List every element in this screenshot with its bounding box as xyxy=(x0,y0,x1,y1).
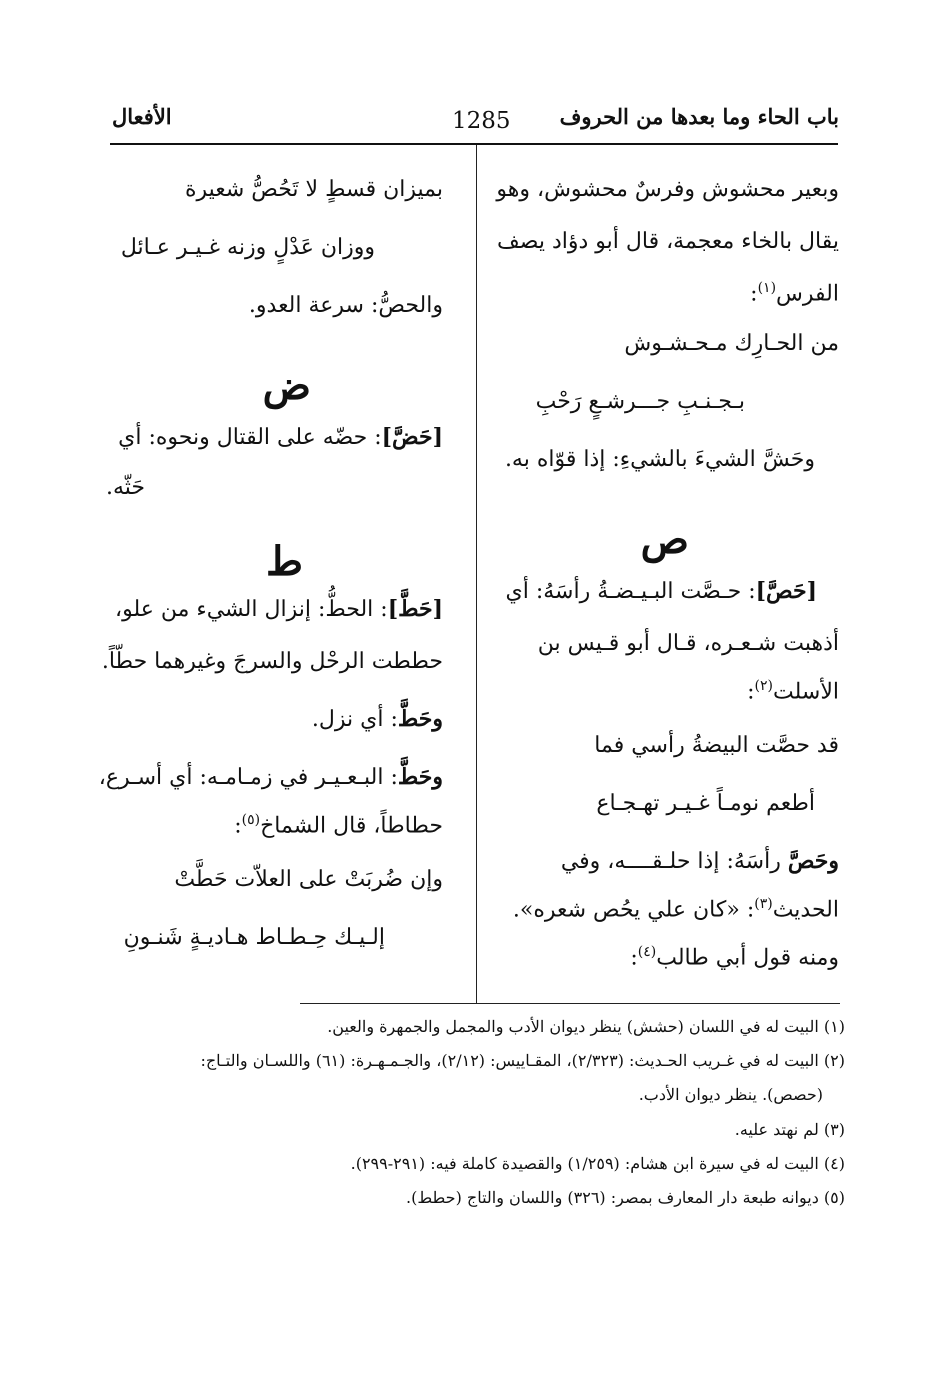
footnote-5: (٥) ديوانه طبعة دار المعارف بمصر: (٣٢٦) واللسان والتاج (حطط). xyxy=(406,1188,845,1207)
text-fragment: الفرس xyxy=(776,281,839,307)
footnote-2: (٢) البيت له في غـريب الحـديث: (٢/٣٢٣)، المقـاييس: (٢/١٢)، والجـمـهـرة: (٦١) واللسـان والتـاج: xyxy=(200,1051,845,1070)
verse-line: قد حصَّت البيضةُ رأسي فما xyxy=(594,733,839,758)
entry-line xyxy=(561,847,839,877)
colon: : xyxy=(747,679,755,705)
footnote-ref: (١) xyxy=(757,280,777,296)
entry-head: وحَطَّ xyxy=(397,706,443,732)
section-letter-ta: ط xyxy=(266,538,303,585)
text-fragment: الأسلت xyxy=(773,679,839,705)
colon: : xyxy=(750,281,758,307)
text-line: وبعير محشوش وفرسٌ محشوش، وهو xyxy=(496,177,839,202)
text-fragment: ومنه قول أبي طالب xyxy=(656,945,839,971)
entry-text: : حـصَّت البـيـضـةُ رأسَهُ: أي xyxy=(505,579,756,604)
verse-line: من الحـارِك مـحـشـوش xyxy=(624,331,839,356)
footnote-4: (٤) البيت له في سيرة ابن هشام: (١/٢٥٩) والقصيدة كاملة فيه: (٢٩١-٢٩٩). xyxy=(350,1154,845,1173)
entry-text: رأسَهُ: إذا حلـقــــه، وفي xyxy=(560,849,788,874)
page-number: 1285 xyxy=(452,108,511,134)
entry-text: : الحطُّ: إنزال الشيء من علو، xyxy=(114,597,388,622)
footnote-2-cont: (حصص). ينظر ديوان الأدب. xyxy=(638,1085,823,1104)
text-line xyxy=(630,943,839,973)
text-line: أذهبت شـعـره، قـال أبو قـيس بن xyxy=(537,631,839,656)
verse-line: ووزان عَدْلٍ وزنه غـيـر عـائل xyxy=(120,235,375,260)
entry-head: وحَطَّ xyxy=(397,764,443,790)
text-line xyxy=(750,279,839,309)
header-rule xyxy=(110,143,838,145)
colon: : xyxy=(630,945,638,971)
entry-head: [حَضَّ] xyxy=(381,424,443,450)
entry-line xyxy=(115,595,443,625)
entry-text: : البـعـيـر في زمـامـه: أي أسـرع، xyxy=(98,765,398,790)
footnote-ref: (٤) xyxy=(637,944,657,960)
verse-line: بميزان قسطٍ لا تَحُصُّ شعيرة xyxy=(184,177,443,202)
column-divider xyxy=(476,145,477,1003)
text-fragment: : «كان علي يحُص شعره». xyxy=(512,897,755,923)
text-line xyxy=(513,895,839,925)
footnote-ref: (٥) xyxy=(241,812,261,828)
section-title: الأفعال xyxy=(112,104,172,129)
entry-line xyxy=(506,577,818,607)
text-line xyxy=(234,811,443,841)
text-fragment: الحديث xyxy=(772,897,839,923)
text-line xyxy=(747,677,839,707)
colon: : xyxy=(234,813,242,839)
chapter-title: باب الحاء وما بعدها من الحروف xyxy=(559,104,839,129)
entry-text: : أي نزل. xyxy=(311,707,398,732)
section-letter-sad: ص xyxy=(640,516,689,563)
entry-text: : حضّه على القتال ونحوه: أي xyxy=(118,425,382,450)
footnote-ref: (٢) xyxy=(754,678,774,694)
footnote-ref: (٣) xyxy=(754,896,773,912)
text-line: حَثّه. xyxy=(105,475,145,500)
footnote-3: (٣) لم نهتد عليه. xyxy=(734,1120,845,1139)
section-letter-dad: ض xyxy=(262,362,311,409)
verse-line: إلـيـك حِـطـاط هـاديـةٍ شَنـونِ xyxy=(123,925,385,950)
verse-line: أطعم نومـاً غـيـر تهـجـاع xyxy=(596,791,815,816)
text-line: حططت الرحْل والسرجَ وغيرهما حطّاً. xyxy=(101,649,443,674)
entry-head: [حَطَّ] xyxy=(387,596,443,622)
entry-line xyxy=(312,705,443,735)
text-fragment: حطاطاً، قال الشماخ xyxy=(260,813,443,839)
verse-line: وإن ضُربَتْ على العلاّت حَطَّتْ xyxy=(174,867,443,892)
verse-line: بـجـنـبِ جـــرشـعٍ رَحْبِ xyxy=(535,389,745,414)
entry-head: وحَصَّ xyxy=(787,848,839,874)
entry-head: [حَصَّ] xyxy=(755,578,817,604)
text-line: يقال بالخاء معجمة، قال أبو دؤاد يصف xyxy=(497,229,839,254)
text-line: وحَشَّ الشيءَ بالشيءِ: إذا قوّاه به. xyxy=(504,447,815,472)
entry-line xyxy=(118,423,443,453)
text-line: والحصُّ: سرعة العدو. xyxy=(248,293,443,318)
entry-line xyxy=(99,763,443,793)
footnote-rule xyxy=(300,1003,840,1004)
footnote-1: (١) البيت له في اللسان (حشش) ينظر ديوان الأدب والمجمل والجمهرة والعين. xyxy=(327,1017,845,1036)
